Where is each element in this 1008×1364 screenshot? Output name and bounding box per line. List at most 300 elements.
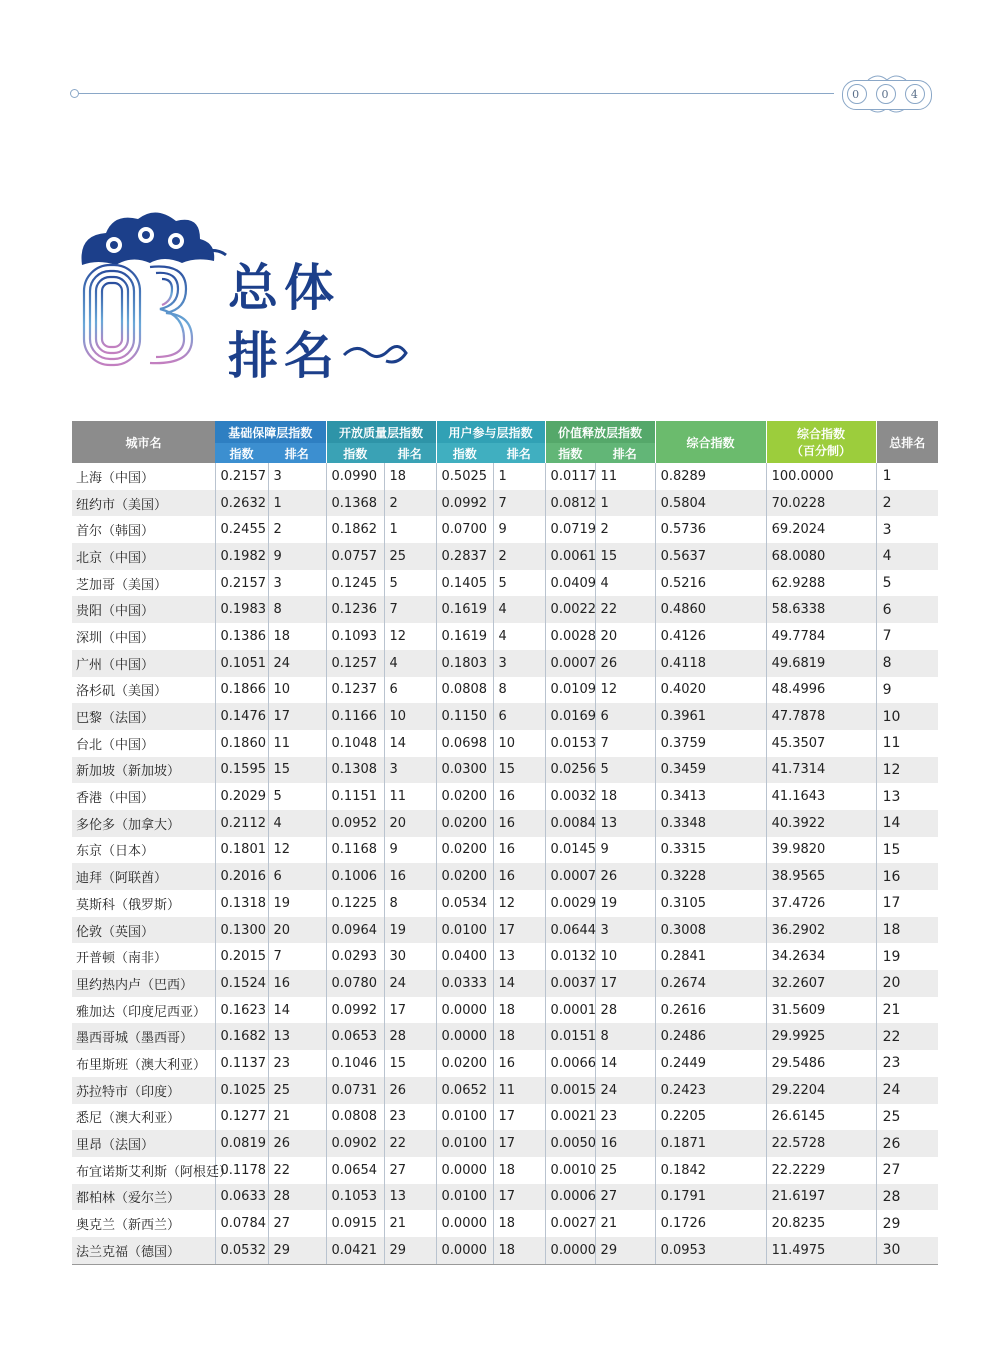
value-rank-cell: 18 bbox=[595, 783, 655, 810]
city-name-cell: 台北（中国） bbox=[72, 730, 215, 757]
openness-rank-cell: 15 bbox=[384, 1050, 436, 1077]
total-rank-cell: 8 bbox=[876, 650, 938, 677]
user-rank-cell: 8 bbox=[493, 677, 545, 704]
user-index-cell: 0.0000 bbox=[436, 1210, 493, 1237]
user-index-cell: 0.2837 bbox=[436, 543, 493, 570]
value-index-cell: 0.0007 bbox=[545, 650, 595, 677]
composite-percent-cell: 34.2634 bbox=[766, 943, 876, 970]
base-rank-cell: 5 bbox=[268, 783, 326, 810]
openness-rank-cell: 8 bbox=[384, 890, 436, 917]
value-rank-cell: 1 bbox=[595, 490, 655, 517]
value-rank-cell: 26 bbox=[595, 863, 655, 890]
total-rank-cell: 6 bbox=[876, 596, 938, 623]
composite-percent-cell: 68.0080 bbox=[766, 543, 876, 570]
openness-index-cell: 0.1225 bbox=[326, 890, 384, 917]
composite-percent-cell: 62.9288 bbox=[766, 570, 876, 597]
base-index-cell: 0.1386 bbox=[215, 623, 268, 650]
openness-index-cell: 0.0654 bbox=[326, 1157, 384, 1184]
value-rank-cell: 26 bbox=[595, 650, 655, 677]
composite-index-cell: 0.2616 bbox=[655, 997, 766, 1024]
composite-percent-cell: 47.7878 bbox=[766, 703, 876, 730]
total-rank-cell: 23 bbox=[882, 1055, 901, 1072]
table-row bbox=[72, 917, 938, 944]
value-index-cell: 0.0029 bbox=[545, 890, 595, 917]
user-index-cell: 0.0534 bbox=[436, 890, 493, 917]
city-name-cell: 首尔（韩国） bbox=[72, 516, 215, 543]
base-rank-cell: 12 bbox=[268, 837, 326, 864]
user-rank-cell: 4 bbox=[493, 623, 545, 650]
openness-index-cell: 0.1046 bbox=[326, 1050, 384, 1077]
city-name-cell: 洛杉矶（美国） bbox=[72, 677, 215, 704]
table-row bbox=[72, 837, 938, 864]
openness-index-cell: 0.0731 bbox=[326, 1077, 384, 1104]
base-index-cell: 0.1595 bbox=[215, 757, 268, 784]
base-rank-cell: 10 bbox=[268, 677, 326, 704]
value-rank-cell: 25 bbox=[595, 1157, 655, 1184]
user-rank-cell: 16 bbox=[493, 1050, 545, 1077]
value-rank-cell: 15 bbox=[595, 543, 655, 570]
table-row bbox=[72, 650, 938, 677]
user-rank-cell: 2 bbox=[493, 543, 545, 570]
value-rank-cell: 8 bbox=[595, 1023, 655, 1050]
city-name-cell: 布里斯班（澳大利亚） bbox=[72, 1050, 215, 1077]
total-rank-cell: 5 bbox=[882, 575, 892, 592]
value-rank-cell: 17 bbox=[595, 970, 655, 997]
composite-percent-cell: 21.6197 bbox=[766, 1184, 876, 1211]
page-digit: 4 bbox=[905, 84, 925, 104]
base-index-cell: 0.2455 bbox=[215, 516, 268, 543]
openness-index-cell: 0.1168 bbox=[326, 837, 384, 864]
openness-rank-cell: 24 bbox=[384, 970, 436, 997]
openness-rank-cell: 13 bbox=[384, 1184, 436, 1211]
openness-index-cell: 0.1368 bbox=[326, 490, 384, 517]
table-row bbox=[72, 703, 938, 730]
total-rank-cell: 15 bbox=[882, 841, 901, 858]
value-rank-cell: 21 bbox=[595, 1210, 655, 1237]
value-index-cell: 0.0028 bbox=[545, 623, 595, 650]
city-name-cell: 深圳（中国） bbox=[72, 623, 215, 650]
user-index-cell: 0.0400 bbox=[436, 943, 493, 970]
total-rank-cell: 16 bbox=[876, 863, 938, 890]
composite-index-cell: 0.1791 bbox=[655, 1184, 766, 1211]
openness-index-cell: 0.1257 bbox=[326, 650, 384, 677]
header-pct-line1: 综合指数 bbox=[797, 427, 846, 441]
header-rule bbox=[72, 93, 834, 94]
openness-rank-cell: 21 bbox=[384, 1210, 436, 1237]
user-rank-cell: 18 bbox=[493, 1157, 545, 1184]
user-rank-cell: 7 bbox=[493, 490, 545, 517]
composite-percent-cell: 48.4996 bbox=[766, 677, 876, 704]
value-index-cell: 0.0644 bbox=[545, 917, 595, 944]
total-rank-cell: 9 bbox=[882, 681, 892, 698]
city-name-cell: 迪拜（阿联酋） bbox=[72, 863, 215, 890]
ranking-table bbox=[72, 421, 938, 1265]
openness-index-cell: 0.0780 bbox=[326, 970, 384, 997]
total-rank-cell: 17 bbox=[882, 895, 901, 912]
user-index-cell: 0.0200 bbox=[436, 863, 493, 890]
openness-rank-cell: 10 bbox=[384, 703, 436, 730]
openness-index-cell: 0.1151 bbox=[326, 783, 384, 810]
table-row bbox=[72, 730, 938, 757]
user-index-cell: 0.1150 bbox=[436, 703, 493, 730]
base-rank-cell: 11 bbox=[268, 730, 326, 757]
city-name-cell: 多伦多（加拿大） bbox=[72, 810, 215, 837]
composite-index-cell: 0.1871 bbox=[655, 1130, 766, 1157]
value-index-cell: 0.0169 bbox=[545, 703, 595, 730]
total-rank-cell: 14 bbox=[876, 810, 938, 837]
value-rank-cell: 7 bbox=[595, 730, 655, 757]
openness-rank-cell: 26 bbox=[384, 1077, 436, 1104]
openness-rank-cell: 29 bbox=[384, 1237, 436, 1264]
openness-index-cell: 0.0808 bbox=[326, 1104, 384, 1131]
base-rank-cell: 20 bbox=[268, 917, 326, 944]
city-name-cell: 法兰克福（德国） bbox=[72, 1237, 215, 1264]
user-index-cell: 0.0000 bbox=[436, 997, 493, 1024]
table-row bbox=[72, 970, 938, 997]
subheader-rank: 排名 bbox=[493, 443, 545, 463]
composite-index-cell: 0.2486 bbox=[655, 1023, 766, 1050]
table-row bbox=[72, 1023, 938, 1050]
openness-rank-cell: 16 bbox=[384, 863, 436, 890]
table-row bbox=[72, 1104, 938, 1131]
openness-rank-cell: 9 bbox=[384, 837, 436, 864]
openness-rank-cell: 23 bbox=[384, 1104, 436, 1131]
composite-index-cell: 0.8289 bbox=[655, 463, 766, 490]
base-index-cell: 0.1801 bbox=[215, 837, 268, 864]
table-row bbox=[72, 1184, 938, 1211]
total-rank-cell: 2 bbox=[876, 490, 938, 517]
composite-index-cell: 0.3459 bbox=[655, 757, 766, 784]
base-index-cell: 0.1137 bbox=[215, 1050, 268, 1077]
openness-index-cell: 0.0421 bbox=[326, 1237, 384, 1264]
value-index-cell: 0.0007 bbox=[545, 863, 595, 890]
base-rank-cell: 27 bbox=[268, 1210, 326, 1237]
value-index-cell: 0.0151 bbox=[545, 1023, 595, 1050]
composite-percent-cell: 70.0228 bbox=[766, 490, 876, 517]
openness-rank-cell: 30 bbox=[384, 943, 436, 970]
total-rank-cell: 3 bbox=[882, 521, 892, 538]
base-index-cell: 0.1025 bbox=[215, 1077, 268, 1104]
total-rank-cell: 18 bbox=[876, 917, 938, 944]
base-rank-cell: 13 bbox=[268, 1023, 326, 1050]
composite-index-cell: 0.3759 bbox=[655, 730, 766, 757]
table-row bbox=[72, 463, 938, 490]
base-index-cell: 0.1277 bbox=[215, 1104, 268, 1131]
openness-rank-cell: 12 bbox=[384, 623, 436, 650]
composite-index-cell: 0.2674 bbox=[655, 970, 766, 997]
user-rank-cell: 11 bbox=[493, 1077, 545, 1104]
subheader-index: 指数 bbox=[436, 443, 493, 463]
composite-index-cell: 0.3348 bbox=[655, 810, 766, 837]
composite-percent-cell: 69.2024 bbox=[766, 516, 876, 543]
city-name-cell: 新加坡（新加坡） bbox=[72, 757, 215, 784]
table-row bbox=[72, 543, 938, 570]
base-rank-cell: 3 bbox=[268, 570, 326, 597]
city-name-cell: 广州（中国） bbox=[72, 650, 215, 677]
subheader-rank: 排名 bbox=[595, 443, 655, 463]
value-index-cell: 0.0409 bbox=[545, 570, 595, 597]
openness-index-cell: 0.0964 bbox=[326, 917, 384, 944]
composite-index-cell: 0.5216 bbox=[655, 570, 766, 597]
total-rank-cell: 26 bbox=[876, 1130, 938, 1157]
city-name-cell: 纽约市（美国） bbox=[72, 490, 215, 517]
user-rank-cell: 9 bbox=[493, 516, 545, 543]
value-rank-cell: 11 bbox=[595, 463, 655, 490]
composite-index-cell: 0.0953 bbox=[655, 1237, 766, 1264]
base-rank-cell: 21 bbox=[268, 1104, 326, 1131]
table-row bbox=[72, 890, 938, 917]
openness-index-cell: 0.0653 bbox=[326, 1023, 384, 1050]
ranking-table-body bbox=[72, 463, 938, 1264]
base-rank-cell: 8 bbox=[268, 596, 326, 623]
openness-index-cell: 0.1308 bbox=[326, 757, 384, 784]
base-index-cell: 0.1524 bbox=[215, 970, 268, 997]
user-rank-cell: 5 bbox=[493, 570, 545, 597]
base-index-cell: 0.1983 bbox=[215, 596, 268, 623]
base-index-cell: 0.2157 bbox=[215, 463, 268, 490]
value-rank-cell: 13 bbox=[595, 810, 655, 837]
table-row bbox=[72, 1077, 938, 1104]
city-name-cell: 苏拉特市（印度） bbox=[72, 1077, 215, 1104]
table-row bbox=[72, 943, 938, 970]
table-row bbox=[72, 1050, 938, 1077]
composite-percent-cell: 39.9820 bbox=[766, 837, 876, 864]
base-index-cell: 0.0633 bbox=[215, 1184, 268, 1211]
total-rank-cell: 25 bbox=[882, 1108, 901, 1125]
table-row bbox=[72, 570, 938, 597]
user-index-cell: 0.0652 bbox=[436, 1077, 493, 1104]
value-rank-cell: 27 bbox=[595, 1184, 655, 1211]
user-index-cell: 0.0000 bbox=[436, 1237, 493, 1264]
city-name-cell: 贵阳（中国） bbox=[72, 596, 215, 623]
openness-rank-cell: 2 bbox=[384, 490, 436, 517]
base-rank-cell: 24 bbox=[268, 650, 326, 677]
user-index-cell: 0.0200 bbox=[436, 810, 493, 837]
composite-index-cell: 0.1842 bbox=[655, 1157, 766, 1184]
city-name-cell: 布宜诺斯艾利斯（阿根廷） bbox=[72, 1157, 215, 1184]
table-row bbox=[72, 677, 938, 704]
base-index-cell: 0.2157 bbox=[215, 570, 268, 597]
composite-index-cell: 0.3961 bbox=[655, 703, 766, 730]
openness-rank-cell: 6 bbox=[384, 677, 436, 704]
composite-index-cell: 0.3315 bbox=[655, 837, 766, 864]
user-index-cell: 0.0808 bbox=[436, 677, 493, 704]
composite-percent-cell: 26.6145 bbox=[766, 1104, 876, 1131]
base-rank-cell: 22 bbox=[268, 1157, 326, 1184]
subheader-index: 指数 bbox=[545, 443, 595, 463]
user-rank-cell: 18 bbox=[493, 1210, 545, 1237]
value-index-cell: 0.0117 bbox=[545, 463, 595, 490]
user-index-cell: 0.5025 bbox=[436, 463, 493, 490]
value-rank-cell: 10 bbox=[595, 943, 655, 970]
composite-index-cell: 0.3008 bbox=[655, 917, 766, 944]
header-composite: 综合指数 bbox=[655, 421, 766, 463]
openness-index-cell: 0.1236 bbox=[326, 596, 384, 623]
composite-percent-cell: 41.7314 bbox=[766, 757, 876, 784]
composite-percent-cell: 29.5486 bbox=[766, 1050, 876, 1077]
total-rank-cell: 11 bbox=[882, 735, 901, 752]
base-index-cell: 0.1860 bbox=[215, 730, 268, 757]
value-index-cell: 0.0719 bbox=[545, 516, 595, 543]
base-index-cell: 0.1866 bbox=[215, 677, 268, 704]
composite-percent-cell: 58.6338 bbox=[766, 596, 876, 623]
city-name-cell: 伦敦（英国） bbox=[72, 917, 215, 944]
composite-index-cell: 0.2423 bbox=[655, 1077, 766, 1104]
base-rank-cell: 16 bbox=[268, 970, 326, 997]
user-rank-cell: 13 bbox=[493, 943, 545, 970]
user-index-cell: 0.0100 bbox=[436, 1130, 493, 1157]
base-rank-cell: 23 bbox=[268, 1050, 326, 1077]
user-index-cell: 0.1803 bbox=[436, 650, 493, 677]
total-rank-cell: 21 bbox=[882, 1002, 901, 1019]
openness-rank-cell: 3 bbox=[384, 757, 436, 784]
composite-percent-cell: 38.9565 bbox=[766, 863, 876, 890]
user-rank-cell: 15 bbox=[493, 757, 545, 784]
openness-rank-cell: 19 bbox=[384, 917, 436, 944]
user-index-cell: 0.0992 bbox=[436, 490, 493, 517]
user-rank-cell: 18 bbox=[493, 997, 545, 1024]
value-rank-cell: 29 bbox=[595, 1237, 655, 1264]
openness-index-cell: 0.0952 bbox=[326, 810, 384, 837]
subheader-rank: 排名 bbox=[384, 443, 436, 463]
value-index-cell: 0.0021 bbox=[545, 1104, 595, 1131]
base-rank-cell: 19 bbox=[268, 890, 326, 917]
base-rank-cell: 7 bbox=[268, 943, 326, 970]
value-rank-cell: 24 bbox=[595, 1077, 655, 1104]
user-index-cell: 0.0300 bbox=[436, 757, 493, 784]
city-name-cell: 雅加达（印度尼西亚） bbox=[72, 997, 215, 1024]
table-row bbox=[72, 757, 938, 784]
composite-percent-cell: 41.1643 bbox=[766, 783, 876, 810]
value-rank-cell: 4 bbox=[595, 570, 655, 597]
value-index-cell: 0.0001 bbox=[545, 997, 595, 1024]
composite-index-cell: 0.5804 bbox=[655, 490, 766, 517]
header-total-rank: 总排名 bbox=[876, 421, 938, 463]
user-index-cell: 0.1619 bbox=[436, 596, 493, 623]
composite-index-cell: 0.5736 bbox=[655, 516, 766, 543]
base-rank-cell: 25 bbox=[268, 1077, 326, 1104]
page-digit: 0 bbox=[876, 84, 896, 104]
composite-percent-cell: 40.3922 bbox=[766, 810, 876, 837]
openness-rank-cell: 28 bbox=[384, 1023, 436, 1050]
base-index-cell: 0.1623 bbox=[215, 997, 268, 1024]
section-title-line2: 排名 bbox=[228, 327, 340, 385]
openness-rank-cell: 7 bbox=[384, 596, 436, 623]
total-rank-cell: 12 bbox=[876, 757, 938, 784]
base-rank-cell: 9 bbox=[268, 543, 326, 570]
city-name-cell: 上海（中国） bbox=[72, 463, 215, 490]
user-rank-cell: 18 bbox=[493, 1023, 545, 1050]
total-rank-cell: 7 bbox=[882, 628, 892, 645]
city-name-cell: 开普顿（南非） bbox=[72, 943, 215, 970]
base-rank-cell: 14 bbox=[268, 997, 326, 1024]
value-index-cell: 0.0109 bbox=[545, 677, 595, 704]
composite-index-cell: 0.3228 bbox=[655, 863, 766, 890]
user-index-cell: 0.0200 bbox=[436, 783, 493, 810]
user-rank-cell: 1 bbox=[493, 463, 545, 490]
value-rank-cell: 6 bbox=[595, 703, 655, 730]
header-group3: 用户参与层指数 bbox=[436, 421, 545, 443]
composite-percent-cell: 20.8235 bbox=[766, 1210, 876, 1237]
composite-percent-cell: 37.4726 bbox=[766, 890, 876, 917]
value-index-cell: 0.0256 bbox=[545, 757, 595, 784]
openness-index-cell: 0.0990 bbox=[326, 463, 384, 490]
composite-index-cell: 0.4126 bbox=[655, 623, 766, 650]
openness-index-cell: 0.0757 bbox=[326, 543, 384, 570]
base-rank-cell: 15 bbox=[268, 757, 326, 784]
value-rank-cell: 14 bbox=[595, 1050, 655, 1077]
base-rank-cell: 4 bbox=[268, 810, 326, 837]
value-rank-cell: 5 bbox=[595, 757, 655, 784]
value-index-cell: 0.0037 bbox=[545, 970, 595, 997]
user-rank-cell: 3 bbox=[493, 650, 545, 677]
value-rank-cell: 3 bbox=[595, 917, 655, 944]
composite-index-cell: 0.4020 bbox=[655, 677, 766, 704]
value-rank-cell: 12 bbox=[595, 677, 655, 704]
city-name-cell: 里昂（法国） bbox=[72, 1130, 215, 1157]
total-rank-cell: 1 bbox=[882, 468, 892, 485]
base-index-cell: 0.0532 bbox=[215, 1237, 268, 1264]
wave-icon bbox=[344, 346, 406, 362]
composite-percent-cell: 32.2607 bbox=[766, 970, 876, 997]
base-index-cell: 0.1051 bbox=[215, 650, 268, 677]
header-group4: 价值释放层指数 bbox=[545, 421, 655, 443]
total-rank-cell: 27 bbox=[882, 1162, 901, 1179]
header-group2: 开放质量层指数 bbox=[326, 421, 436, 443]
value-index-cell: 0.0066 bbox=[545, 1050, 595, 1077]
subheader-index: 指数 bbox=[326, 443, 384, 463]
value-rank-cell: 2 bbox=[595, 516, 655, 543]
user-index-cell: 0.0000 bbox=[436, 1157, 493, 1184]
city-name-cell: 北京（中国） bbox=[72, 543, 215, 570]
value-index-cell: 0.0061 bbox=[545, 543, 595, 570]
base-rank-cell: 18 bbox=[268, 623, 326, 650]
table-row bbox=[72, 1157, 938, 1184]
user-index-cell: 0.1619 bbox=[436, 623, 493, 650]
base-index-cell: 0.1982 bbox=[215, 543, 268, 570]
user-rank-cell: 4 bbox=[493, 596, 545, 623]
openness-index-cell: 0.1862 bbox=[326, 516, 384, 543]
openness-index-cell: 0.1245 bbox=[326, 570, 384, 597]
table-row bbox=[72, 516, 938, 543]
user-index-cell: 0.0000 bbox=[436, 1023, 493, 1050]
openness-index-cell: 0.0293 bbox=[326, 943, 384, 970]
value-rank-cell: 28 bbox=[595, 997, 655, 1024]
base-rank-cell: 29 bbox=[268, 1237, 326, 1264]
base-index-cell: 0.1300 bbox=[215, 917, 268, 944]
user-index-cell: 0.0100 bbox=[436, 1104, 493, 1131]
value-rank-cell: 19 bbox=[595, 890, 655, 917]
base-rank-cell: 2 bbox=[268, 516, 326, 543]
total-rank-cell: 29 bbox=[882, 1215, 901, 1232]
openness-index-cell: 0.1237 bbox=[326, 677, 384, 704]
base-rank-cell: 1 bbox=[268, 490, 326, 517]
openness-index-cell: 0.1006 bbox=[326, 863, 384, 890]
section-number-art bbox=[84, 265, 192, 365]
user-rank-cell: 17 bbox=[493, 1130, 545, 1157]
value-index-cell: 0.0145 bbox=[545, 837, 595, 864]
value-index-cell: 0.0032 bbox=[545, 783, 595, 810]
base-rank-cell: 3 bbox=[268, 463, 326, 490]
value-index-cell: 0.0050 bbox=[545, 1130, 595, 1157]
composite-percent-cell: 29.9925 bbox=[766, 1023, 876, 1050]
openness-index-cell: 0.1166 bbox=[326, 703, 384, 730]
city-name-cell: 奥克兰（新西兰） bbox=[72, 1210, 215, 1237]
value-rank-cell: 9 bbox=[595, 837, 655, 864]
user-rank-cell: 17 bbox=[493, 1104, 545, 1131]
user-index-cell: 0.0700 bbox=[436, 516, 493, 543]
user-rank-cell: 16 bbox=[493, 837, 545, 864]
